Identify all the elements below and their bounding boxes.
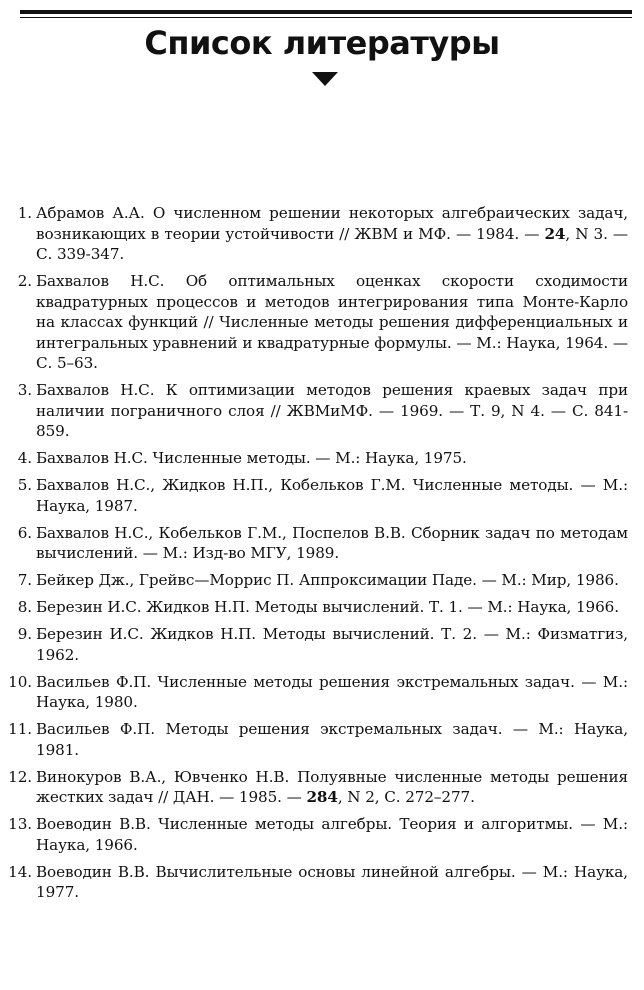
reference-item xyxy=(0,570,644,591)
reference-item xyxy=(0,523,644,564)
reference-number: 2. xyxy=(17,272,32,290)
reference-text: Васильев Ф.П. Численные методы решения экстремальных задач. — М.: Наука, 1980. xyxy=(36,672,628,711)
reference-number: 1. xyxy=(17,204,32,222)
reference-text: Бахвалов Н.С., Жидков Н.П., Кобельков Г.М. Численные методы. — М.: Наука, 1987. xyxy=(36,476,628,515)
reference-item xyxy=(0,862,644,903)
reference-text: , N 2, С. 272–277. xyxy=(337,788,475,806)
reference-text: Бейкер Дж., Грейвс—Моррис П. Аппроксимации Паде. — М.: Мир, 1986. xyxy=(36,571,619,589)
reference-item xyxy=(0,380,644,442)
reference-list xyxy=(0,203,644,909)
header-rule-thick xyxy=(20,10,632,14)
reference-text: Абрамов А.А. О численном решении некоторых алгебраических задач, возникающих в теории устойчивости // ЖВМ и МФ. — 1984. — xyxy=(36,204,628,243)
reference-number: 4. xyxy=(17,449,32,467)
reference-text: Васильев Ф.П. Методы решения экстремальных задач. — М.: Наука, 1981. xyxy=(36,720,628,759)
reference-number: 6. xyxy=(17,523,32,542)
reference-number: 3. xyxy=(17,381,32,399)
reference-item xyxy=(0,203,644,265)
reference-number: 8. xyxy=(17,598,32,616)
reference-number: 13. xyxy=(8,815,32,833)
reference-text: Бахвалов Н.С. Об оптимальных оценках скорости сходимости квадратурных процессов и методов интегрирования типа Монте-Карло на классах функций // Численные методы решения дифференциальных и интегральных уравнений и квадратурные формулы. — М.: Наука, 1964. — С. 5–63. xyxy=(36,272,628,372)
reference-volume: 284 xyxy=(306,788,338,806)
reference-volume: 24 xyxy=(544,224,566,243)
reference-text: Березин И.С. Жидков Н.П. Методы вычислений. Т. 2. — М.: Физматгиз, 1962. xyxy=(36,625,628,664)
reference-text: Бахвалов Н.С. Численные методы. — М.: Наука, 1975. xyxy=(36,449,467,467)
reference-number: 5. xyxy=(17,476,32,494)
reference-number: 10. xyxy=(8,672,32,691)
reference-item xyxy=(0,271,644,374)
reference-text: Бахвалов Н.С. К оптимизации методов решения краевых задач при наличии пограничного слоя // ЖВМиМФ. — 1969. — Т. 9, N 4. — С. 841-859. xyxy=(36,381,628,440)
reference-text: Воеводин В.В. Численные методы алгебры. Теория и алгоритмы. — М.: Наука, 1966. xyxy=(36,815,628,854)
reference-item xyxy=(0,448,644,469)
reference-item xyxy=(0,597,644,618)
reference-number: 11. xyxy=(8,720,32,738)
reference-item xyxy=(0,624,644,665)
reference-text: Березин И.С. Жидков Н.П. Методы вычислений. Т. 1. — М.: Наука, 1966. xyxy=(36,598,619,616)
reference-text: , N 3. — С. 339-347. xyxy=(36,224,628,263)
reference-item xyxy=(0,814,644,855)
reference-text: Винокуров В.А., Ювченко Н.В. Полуявные численные методы решения жестких задач // ДАН. — 1985. — xyxy=(36,767,628,806)
header-rule-thin xyxy=(20,17,632,18)
reference-text: Бахвалов Н.С., Кобельков Г.М., Поспелов В.В. Сборник задач по методам вычислений. — М.: Изд-во МГУ, 1989. xyxy=(36,523,628,562)
reference-number: 9. xyxy=(17,625,32,643)
reference-number: 12. xyxy=(8,767,32,786)
reference-text: Воеводин В.В. Вычислительные основы линейной алгебры. — М.: Наука, 1977. xyxy=(36,862,628,901)
reference-number: 14. xyxy=(8,862,32,881)
reference-item xyxy=(0,475,644,516)
reference-item xyxy=(0,719,644,760)
reference-number: 7. xyxy=(17,571,32,589)
reference-item xyxy=(0,767,644,808)
page-title: Список литературы xyxy=(144,24,500,62)
triangle-down-icon xyxy=(312,72,338,86)
reference-item xyxy=(0,672,644,713)
